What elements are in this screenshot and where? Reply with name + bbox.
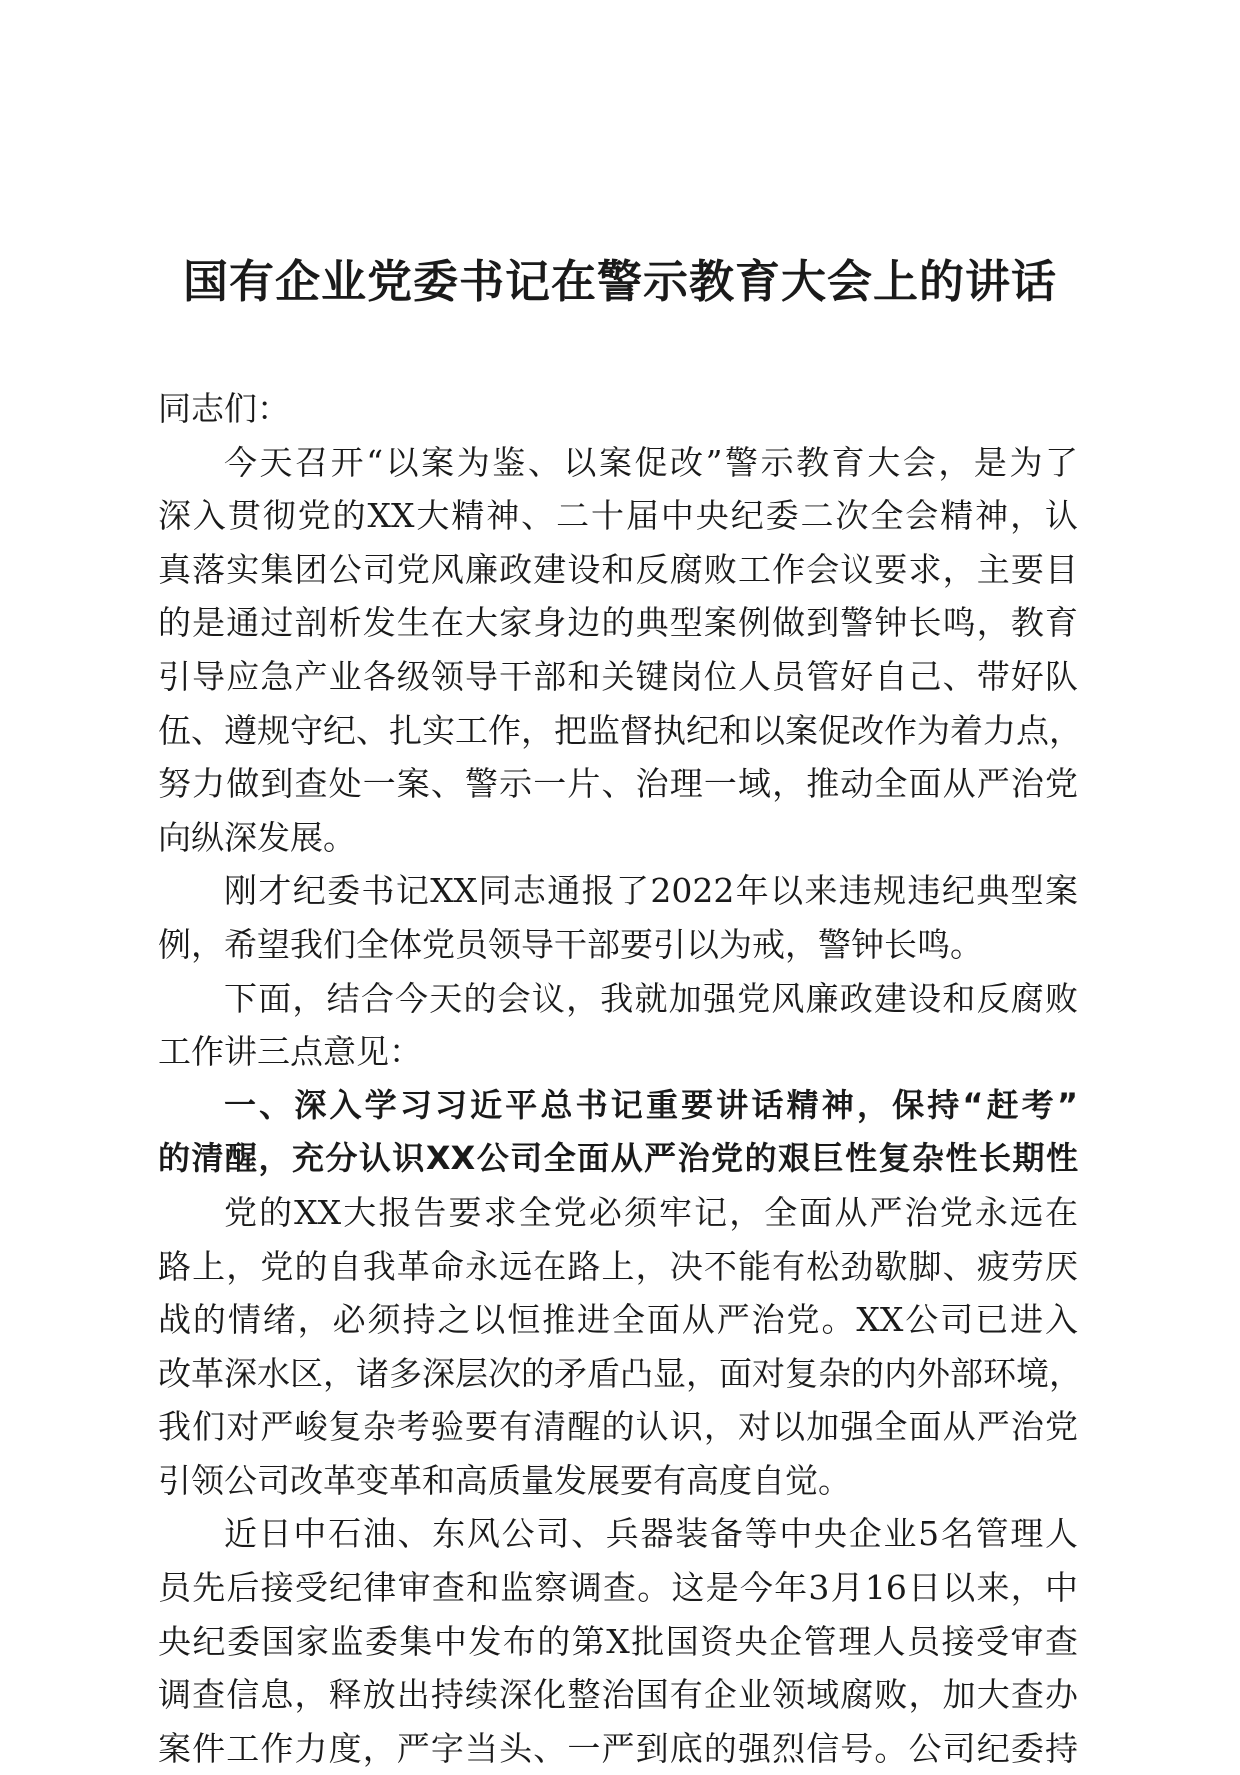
document-title: 国有企业党委书记在警示教育大会上的讲话: [182, 255, 1057, 308]
paragraph-line: 路上，党的自我革命永远在路上，决不能有松劲歇脚、疲劳厌: [158, 1246, 1078, 1286]
paragraph-line: 我们对严峻复杂考验要有清醒的认识，对以加强全面从严治党: [158, 1407, 1078, 1447]
paragraph-line: 真落实集团公司党风廉政建设和反腐败工作会议要求，主要目: [158, 549, 1078, 589]
paragraph-line: 向纵深发展。: [158, 817, 356, 857]
salutation-line: 同志们：: [158, 389, 290, 428]
paragraph-line: 的是通过剖析发生在大家身边的典型案例做到警钟长鸣，教育: [158, 603, 1078, 643]
paragraph-line: 努力做到查处一案、警示一片、治理一域，推动全面从严治党: [158, 764, 1078, 804]
section-heading-line: 的清醒，充分认识XX公司全面从严治党的艰巨性复杂性长期性: [158, 1139, 1078, 1178]
paragraph-line: 央纪委国家监委集中发布的第X批国资央企管理人员接受审查: [158, 1621, 1078, 1661]
paragraph-line: 例，希望我们全体党员领导干部要引以为戒，警钟长鸣。: [158, 924, 983, 964]
paragraph-line: 党的XX大报告要求全党必须牢记，全面从严治党永远在: [224, 1192, 1078, 1232]
paragraph-line: 战的情绪，必须持之以恒推进全面从严治党。XX公司已进入: [158, 1300, 1078, 1340]
paragraph-line: 刚才纪委书记XX同志通报了2022年以来违规违纪典型案: [224, 871, 1078, 911]
paragraph-line: 调查信息，释放出持续深化整治国有企业领域腐败，加大查办: [158, 1675, 1078, 1715]
paragraph-line: 引导应急产业各级领导干部和关键岗位人员管好自己、带好队: [158, 656, 1078, 696]
paragraph-line: 改革深水区，诸多深层次的矛盾凸显，面对复杂的内外部环境，: [158, 1353, 1082, 1393]
paragraph-line: 深入贯彻党的XX大精神、二十届中央纪委二次全会精神，认: [158, 496, 1078, 536]
section-heading-line: 一、深入学习习近平总书记重要讲话精神，保持“赶考”: [224, 1085, 1078, 1124]
paragraph-line: 今天召开“以案为鉴、以案促改”警示教育大会，是为了: [224, 442, 1078, 482]
paragraph-line: 下面，结合今天的会议，我就加强党风廉政建设和反腐败: [224, 978, 1078, 1018]
paragraph-line: 伍、遵规守纪、扎实工作，把监督执纪和以案促改作为着力点，: [158, 710, 1082, 750]
document-body: [158, 382, 1082, 1775]
paragraph-line: 近日中石油、东风公司、兵器装备等中央企业5名管理人: [224, 1514, 1078, 1554]
paragraph-line: 引领公司改革变革和高质量发展要有高度自觉。: [158, 1460, 851, 1500]
paragraph-line: 案件工作力度，严字当头、一严到底的强烈信号。公司纪委持: [158, 1728, 1078, 1768]
paragraph-line: 工作讲三点意见：: [158, 1032, 422, 1072]
paragraph-line: 员先后接受纪律审查和监察调查。这是今年3月16日以来，中: [158, 1568, 1078, 1608]
